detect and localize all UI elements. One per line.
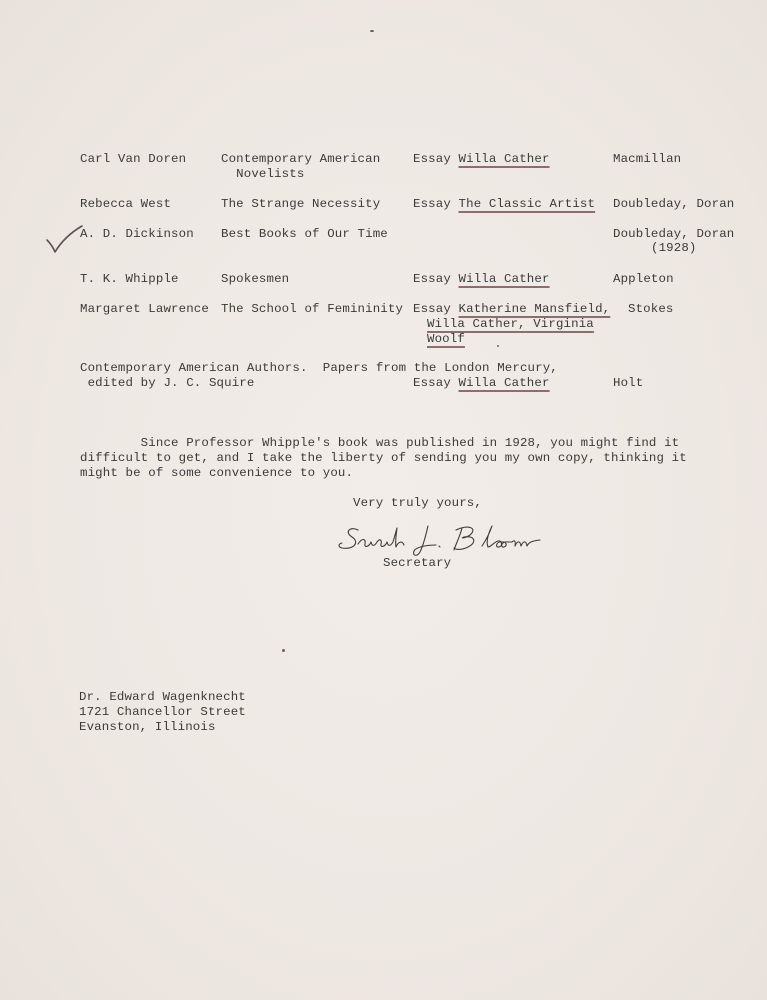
address-street: 1721 Chancellor Street	[79, 705, 246, 719]
essay-subject: Woolf	[427, 332, 465, 346]
address-name: Dr. Edward Wagenknecht	[79, 690, 246, 704]
signer-title: Secretary	[383, 556, 452, 570]
book-author: A. D. Dickinson	[80, 227, 194, 241]
book-title: The School of Femininity	[221, 302, 404, 316]
book-publisher: Stokes	[628, 302, 674, 316]
anthology-publisher: Holt	[613, 376, 644, 390]
essay-subject: The Classic Artist	[458, 197, 596, 211]
essay-label: Essay	[413, 152, 451, 166]
address-city: Evanston, Illinois	[79, 720, 216, 734]
essay-subject: Katherine Mansfield,	[458, 302, 611, 316]
book-author: Carl Van Doren	[80, 152, 187, 166]
book-title: Spokesmen	[221, 272, 290, 286]
essay-subject: Willa Cather, Virginia	[427, 317, 594, 331]
book-publisher-year: (1928)	[651, 241, 697, 255]
essay-subject: Willa Cather	[458, 272, 550, 286]
book-title: Contemporary American	[221, 152, 381, 166]
book-author: Rebecca West	[80, 197, 172, 211]
body-line: might be of some convenience to you.	[80, 466, 354, 480]
book-essay	[413, 152, 550, 167]
paper-mark	[370, 30, 374, 32]
book-essay	[413, 272, 550, 287]
book-title: Novelists	[221, 167, 305, 181]
anthology-editor: edited by J. C. Squire	[80, 376, 255, 390]
book-essay	[413, 197, 595, 212]
book-publisher: Doubleday, Doran	[613, 197, 735, 211]
body-line: difficult to get, and I take the liberty of sending you my own copy, thinking it	[80, 451, 687, 465]
paper-mark	[282, 649, 285, 652]
book-essay	[413, 302, 610, 317]
essay-subject: Willa Cather	[458, 152, 550, 166]
book-publisher: Macmillan	[613, 152, 682, 166]
book-title: Best Books of Our Time	[221, 227, 388, 241]
essay-subject: Willa Cather	[458, 376, 550, 390]
book-title: The Strange Necessity	[221, 197, 381, 211]
book-publisher: Appleton	[613, 272, 674, 286]
book-publisher: Doubleday, Doran	[613, 227, 735, 241]
check-mark-icon	[44, 224, 84, 256]
book-author: T. K. Whipple	[80, 272, 179, 286]
anthology-title: Contemporary American Authors. Papers from the London Mercury,	[80, 361, 558, 375]
essay-label: Essay	[413, 302, 451, 316]
handwritten-signature	[336, 520, 552, 560]
closing: Very truly yours,	[353, 496, 482, 510]
anthology-essay	[413, 376, 550, 391]
essay-label: Essay	[413, 197, 451, 211]
paper-mark	[497, 345, 499, 347]
essay-label: Essay	[413, 376, 451, 390]
body-line: Since Professor Whipple's book was published in 1928, you might find it	[80, 436, 680, 450]
essay-label: Essay	[413, 272, 451, 286]
book-author: Margaret Lawrence	[80, 302, 209, 316]
